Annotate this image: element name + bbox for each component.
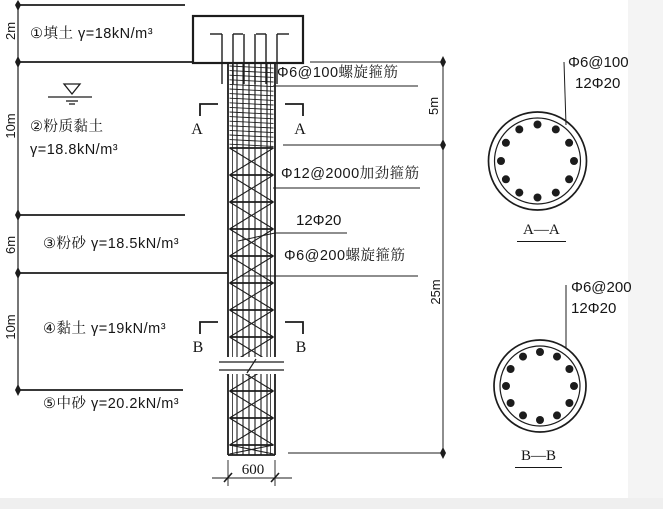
section-bb-stirrup-label: Φ6@200 xyxy=(571,279,632,296)
layer-3-label: ③粉砂 γ=18.5kN/m³ xyxy=(43,236,180,252)
section-aa-title: A—A xyxy=(517,222,566,242)
section-aa-drawing xyxy=(489,62,587,210)
section-bb-bars-label: 12Φ20 xyxy=(571,300,617,317)
section-mark-a-left: A xyxy=(191,121,203,139)
water-table-icon xyxy=(48,84,92,104)
layer-2-label-line2: γ=18.8kN/m³ xyxy=(30,142,119,158)
thickness-dim-2m: 2m xyxy=(2,21,18,41)
thickness-dim-10m-upper: 10m xyxy=(2,113,18,139)
section-aa-rebar-dots xyxy=(497,121,578,202)
section-cut-marks xyxy=(200,104,303,334)
section-mark-a-right: A xyxy=(294,121,306,139)
section-aa-stirrup-label: Φ6@100 xyxy=(568,54,629,71)
main-bars-annotation: 12Φ20 xyxy=(296,212,342,229)
layer-2-label: ②粉质黏土 xyxy=(30,119,104,135)
layer-5-label: ⑤中砂 γ=20.2kN/m³ xyxy=(43,396,180,412)
spiral-top-annotation: Φ6@100螺旋箍筋 xyxy=(277,65,399,81)
upper-segment-dim-5m: 5m xyxy=(425,96,441,116)
layer-1-label: ①填土 γ=18kN/m³ xyxy=(30,26,154,42)
thickness-dim-10m-lower: 10m xyxy=(2,314,18,340)
lower-segment-dim-25m: 25m xyxy=(427,279,443,305)
pile-width-dim-600: 600 xyxy=(241,461,265,478)
stiffening-hoop-annotation: Φ12@2000加劲箍筋 xyxy=(281,166,420,182)
section-mark-b-left: B xyxy=(192,339,204,357)
section-bb-title: B—B xyxy=(515,448,562,468)
pile-cap xyxy=(193,16,303,63)
layer-4-label: ④黏土 γ=19kN/m³ xyxy=(43,321,167,337)
section-mark-b-right: B xyxy=(295,339,307,357)
section-aa-bars-label: 12Φ20 xyxy=(575,75,621,92)
section-bb-rebar-dots xyxy=(502,348,578,424)
spiral-bottom-annotation: Φ6@200螺旋箍筋 xyxy=(284,248,406,264)
thickness-dim-6m: 6m xyxy=(2,235,18,255)
